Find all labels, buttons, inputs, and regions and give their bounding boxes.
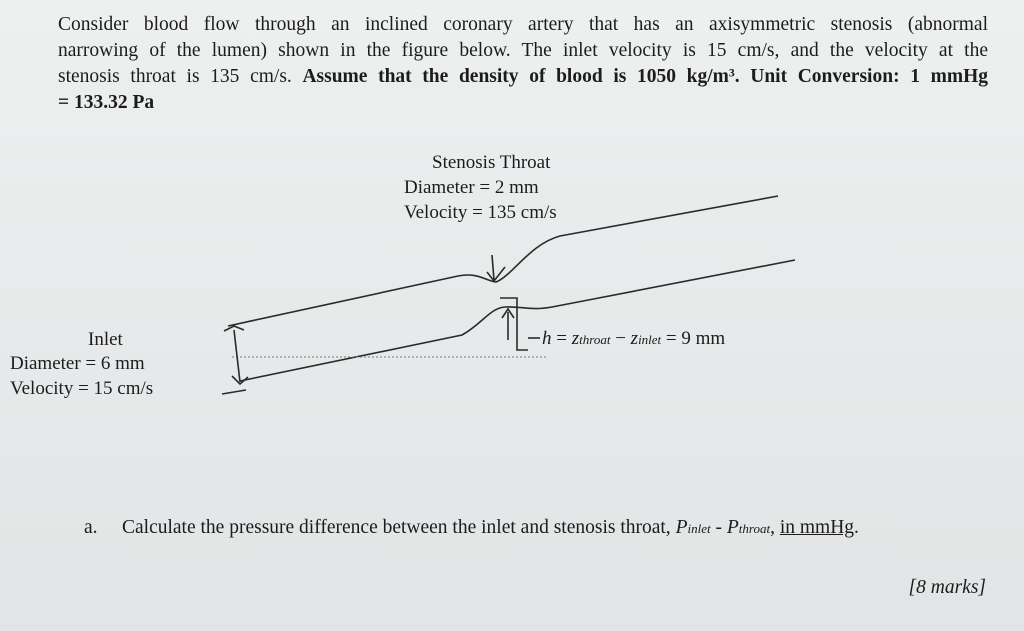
inlet-diameter: Diameter = 6 mm xyxy=(10,353,145,374)
question-text: Calculate the pressure difference between the inlet and stenosis throat, xyxy=(122,517,676,538)
p-inlet xyxy=(676,517,711,538)
inlet-diameter-arrow xyxy=(234,330,240,382)
throat-velocity: Velocity = 135 cm/s xyxy=(404,202,557,223)
height-eq: = xyxy=(551,328,572,349)
question-unit: in mmHg xyxy=(779,517,855,538)
height-bracket xyxy=(500,298,528,350)
problem-line-4: = 133.32 Pa xyxy=(58,92,155,113)
p-inlet-symbol: P xyxy=(675,517,688,538)
problem-line-2: narrowing of the lumen) shown in the figure below. The inlet velocity is 15 cm/s, and the velocity at the xyxy=(58,40,988,61)
question-number: a. xyxy=(84,517,98,538)
height-minus: − xyxy=(610,328,631,349)
question-dash: - xyxy=(710,517,727,538)
question-comma: , xyxy=(770,517,775,538)
p-throat xyxy=(727,517,770,538)
p-throat-symbol: P xyxy=(726,517,739,538)
problem-line-3-normal: stenosis throat is 135 cm/s. xyxy=(58,66,303,87)
problem-line-3-bold: Assume that the density of blood is 1050 kg/m³. Unit Conversion: 1 mmHg xyxy=(302,66,989,87)
height-sub-inlet: inlet xyxy=(638,332,662,347)
inlet-title: Inlet xyxy=(88,329,123,350)
height-value: = 9 mm xyxy=(661,328,726,349)
inlet-tick-bottom xyxy=(222,390,246,394)
throat-pointer xyxy=(492,255,494,280)
throat-title: Stenosis Throat xyxy=(432,152,551,173)
height-equation xyxy=(542,327,725,352)
height-sub-throat: throat xyxy=(579,332,611,347)
question-a: a. Calculate the pressure difference between the inlet and stenosis throat, Pinlet - Pthroat, in mmHg. xyxy=(84,517,859,538)
throat-diameter: Diameter = 2 mm xyxy=(404,177,539,198)
p-inlet-subscript: inlet xyxy=(687,521,711,536)
height-z-throat: z xyxy=(571,328,580,349)
problem-line-1: Consider blood flow through an inclined coronary artery that has an axisymmetric stenosis (abnormal xyxy=(58,14,988,35)
height-z-inlet: z xyxy=(630,328,639,349)
p-throat-subscript: throat xyxy=(738,521,771,536)
height-h: h xyxy=(542,328,552,349)
marks-label: [8 marks] xyxy=(908,577,986,598)
inlet-velocity: Velocity = 15 cm/s xyxy=(10,378,154,399)
